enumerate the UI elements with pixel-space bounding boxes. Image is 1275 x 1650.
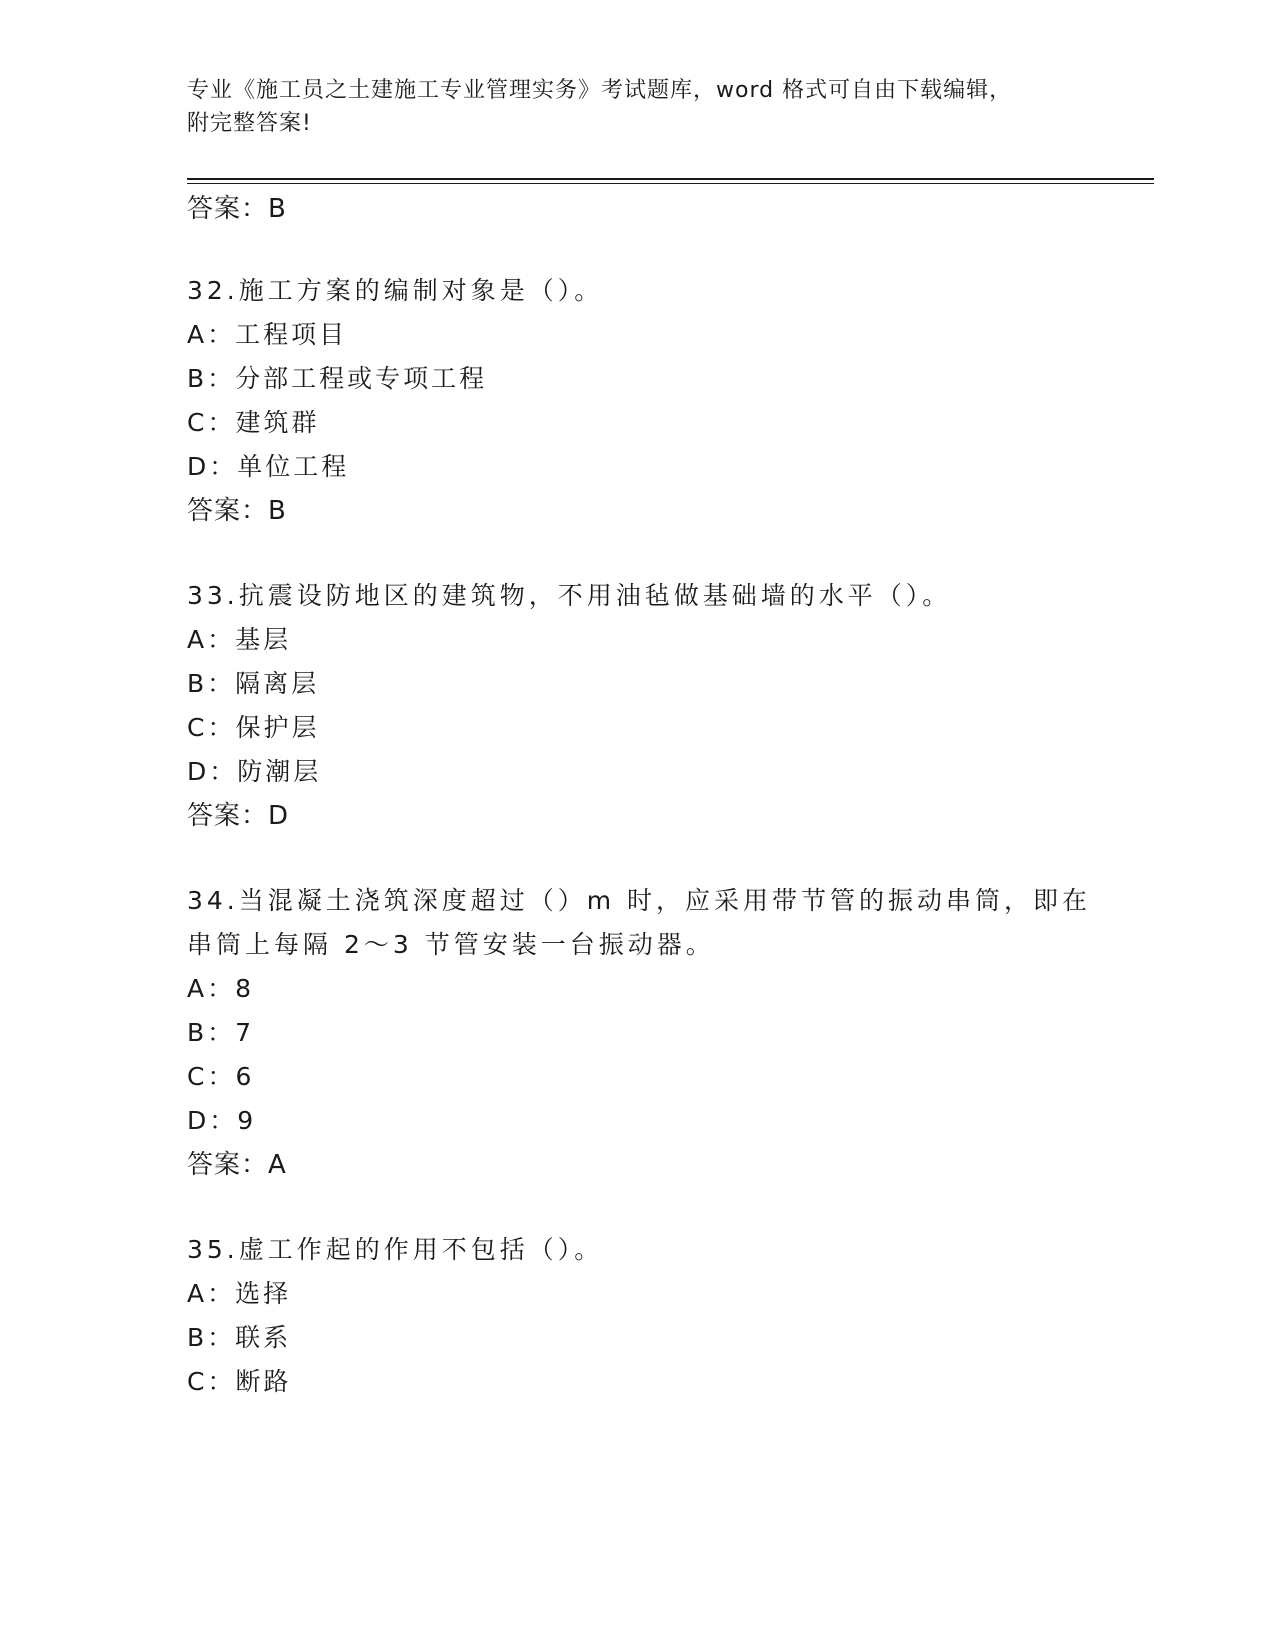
question-32-option-d: D：单位工程 (187, 452, 350, 481)
question-32-answer: 答案：B (187, 496, 287, 526)
question-34-answer: 答案：A (187, 1150, 287, 1180)
question-33-option-d: D：防潮层 (187, 757, 322, 786)
question-35-option-b: B：联系 (187, 1323, 292, 1352)
question-33-answer: 答案：D (187, 801, 290, 831)
header-line-2: 附完整答案! (187, 111, 312, 136)
question-34-option-a: A：8 (187, 974, 255, 1003)
question-34-text-line-2: 串筒上每隔 2～3 节管安装一台振动器。 (187, 930, 715, 959)
question-35-option-a: A：选择 (187, 1279, 292, 1308)
question-32-option-c: C：建筑群 (187, 408, 320, 437)
question-33-option-b: B：隔离层 (187, 669, 320, 698)
question-32-option-a: A：工程项目 (187, 320, 348, 349)
question-32-text: 32.施工方案的编制对象是（）。 (187, 276, 604, 305)
question-34-text-line-1: 34.当混凝土浇筑深度超过（）m 时，应采用带节管的振动串筒，即在 (187, 886, 1092, 915)
header-divider-thin (187, 183, 1154, 184)
question-33-text: 33.抗震设防地区的建筑物，不用油毡做基础墙的水平（）。 (187, 581, 952, 610)
question-34-option-d: D：9 (187, 1106, 257, 1135)
question-35-text: 35.虚工作起的作用不包括（）。 (187, 1235, 604, 1264)
question-33-option-c: C：保护层 (187, 713, 320, 742)
document-header (187, 74, 1087, 140)
question-35-option-c: C：断路 (187, 1367, 292, 1396)
question-33-option-a: A：基层 (187, 625, 292, 654)
header-divider-thick (187, 178, 1154, 180)
question-32-option-b: B：分部工程或专项工程 (187, 364, 488, 393)
header-line-1: 专业《施工员之土建施工专业管理实务》考试题库，word 格式可自由下载编辑， (187, 78, 1013, 103)
previous-answer: 答案：B (187, 194, 287, 224)
question-34-option-b: B：7 (187, 1018, 255, 1047)
question-34-option-c: C：6 (187, 1062, 255, 1091)
